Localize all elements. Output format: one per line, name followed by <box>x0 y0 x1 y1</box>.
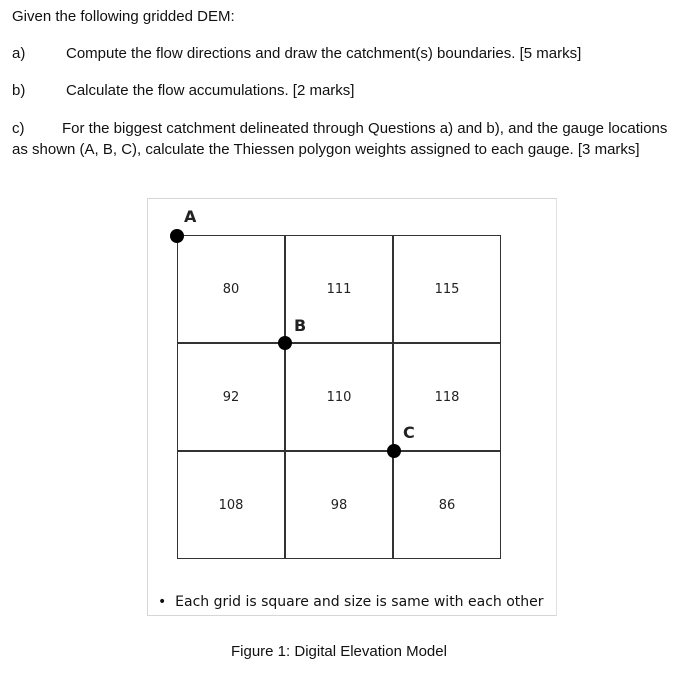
question-c <box>12 118 672 160</box>
question-a-label: a) <box>12 45 26 62</box>
gauge-c-marker <box>387 444 401 458</box>
dem-cell <box>285 451 393 559</box>
dem-value: 80 <box>222 281 240 297</box>
grid-note-text: Each grid is square and size is same with each other <box>175 594 544 610</box>
question-a-text: Compute the flow directions and draw the catchment(s) boundaries. [5 marks] <box>66 45 582 62</box>
dem-value: 86 <box>438 497 456 513</box>
gauge-c-label: C <box>403 423 415 442</box>
dem-value: 115 <box>434 281 460 297</box>
dem-value: 110 <box>326 389 352 405</box>
grid-note <box>158 594 544 610</box>
dem-value: 118 <box>434 389 460 405</box>
dem-grid <box>177 235 501 559</box>
question-b-text: Calculate the flow accumulations. [2 marks] <box>66 82 355 99</box>
intro-text: Given the following gridded DEM: <box>12 8 235 25</box>
gauge-b-marker <box>278 336 292 350</box>
dem-cell <box>393 235 501 343</box>
question-b-label: b) <box>12 82 26 99</box>
dem-value: 98 <box>330 497 348 513</box>
dem-value: 108 <box>218 497 244 513</box>
dem-cell <box>177 343 285 451</box>
figure-caption: Figure 1: Digital Elevation Model <box>231 643 447 660</box>
gauge-a-marker <box>170 229 184 243</box>
dem-cell <box>393 451 501 559</box>
dem-cell <box>177 451 285 559</box>
gauge-a-label: A <box>184 207 197 226</box>
bullet-icon: • <box>158 594 176 610</box>
gauge-b-label: B <box>294 316 307 335</box>
dem-cell <box>177 235 285 343</box>
question-c-text: For the biggest catchment delineated through Questions a) and b), and the gauge locations as shown (A, B, C), calculate the Thiessen polygon weights assigned to each gauge. [3 marks] <box>12 120 668 158</box>
dem-value: 92 <box>222 389 240 405</box>
dem-value: 111 <box>326 281 352 297</box>
question-c-label: c) <box>12 120 25 137</box>
dem-cell <box>285 343 393 451</box>
